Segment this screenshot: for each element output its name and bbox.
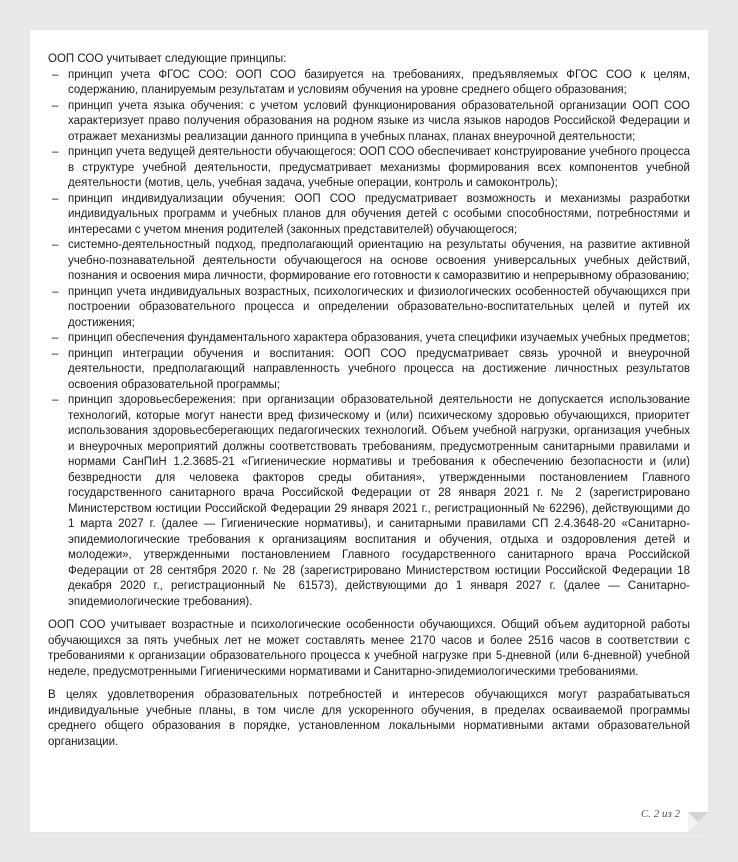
list-item xyxy=(48,331,690,347)
list-item xyxy=(48,68,690,99)
list-item-text: принцип учета ФГОС СОО: ООП СОО базируется на требованиях, предъявляемых ФГОС СОО к целям, содержанию, планируемым результатам и условиям обучения на уровне среднего общего образования; xyxy=(68,68,690,96)
document-body xyxy=(48,52,690,750)
list-item-text: принцип здоровьесбережения: при организации образовательной деятельности не допускается использование технологий, которые могут нанести вред физическому и (или) психическому здоровью обучающихся, приоритет использования здоровьесберегающих педагогических технологий. Объем учебной нагрузки, организация учебных и внеурочных мероприятий должны соответствовать требованиям, предусмотренным санитарными правилами и нормами СанПиН 1.2.3685-21 «Гигиенические нормативы и требования к обеспечению безопасности и (или) безвредности для человека факторов среды обитания», утвержденными постановлением Главного государственного санитарного врача Российской Федерации от 28 января 2021 г. № 2 (зарегистрировано Министерством юстиции Российской Федерации 29 января 2021 г., регистрационный № 62296), действующими до 1 марта 2027 г. (далее — Гигиенические нормативы), и санитарными правилами СП 2.4.3648-20 «Санитарно-эпидемиологические требования к организациям воспитания и обучения, отдыха и оздоровления детей и молодежи», утвержденными постановлением Главного государственного санитарного врача Российской Федерации от 28 сентября 2020 г. № 28 (зарегистрировано Министерством юстиции Российской Федерации 18 декабря 2020 г., регистрационный № 61573), действующими до 1 января 2027 г. (далее — Санитарно-эпидемиологические требования). xyxy=(68,394,690,608)
principles-intro: ООП СОО учитывает следующие принципы: xyxy=(48,53,287,65)
list-item-text: принцип учета индивидуальных возрастных, психологических и физиологических особенностей обучающихся при построении образовательного процесса и определении образовательно-воспитательных целей и путей их достижения; xyxy=(68,285,690,329)
list-item-text: принцип учета ведущей деятельности обучающегося: ООП СОО обеспечивает конструирование учебного процесса в структуре учебной деятельности, предусматривает механизмы формирования всех компонентов учебной деятельности (мотив, цель, учебная задача, учебные операции, контроль и самоконтроль); xyxy=(68,146,690,189)
document-page xyxy=(30,30,708,832)
bullet-dash: – xyxy=(52,285,59,298)
list-item xyxy=(48,145,690,192)
list-item-text: системно-деятельностный подход, предполагающий ориентацию на результаты обучения, на развитие активной учебно-познавательной деятельности обучающегося на основе освоения универсальных учебных действий, познания и освоения мира личности, формирование его готовности к саморазвитию и непрерывному образованию; xyxy=(68,239,690,282)
paragraph-workload: ООП СОО учитывает возрастные и психологические особенности обучающихся. Общий объем аудиторной работы обучающихся за пять учебных лет не может составлять менее 2170 часов и более 2516 часов в соответствии с требованиями к организации образовательного процесса к учебной нагрузке при 5-дневной (или 6-дневной) учебной неделе, предусмотренными Гигиеническими нормативами и Санитарно-эпидемиологическими требованиями. xyxy=(48,619,690,678)
bullet-dash: – xyxy=(52,146,59,158)
bullet-dash: – xyxy=(52,394,59,406)
list-item xyxy=(48,99,690,146)
list-item xyxy=(48,285,690,332)
list-item-text: принцип учета языка обучения: с учетом условий функционирования образовательной организации ООП СОО характеризует право получения образования на родном языке из числа языков народов Российской Федерации и отражает механизмы реализации данного принципа в учебных планах, планах внеурочной деятельности; xyxy=(68,99,690,143)
bullet-dash: – xyxy=(52,239,59,251)
list-item xyxy=(48,238,690,285)
page-curl-shadow xyxy=(688,812,708,832)
paragraph-individual-plans: В целях удовлетворения образовательных потребностей и интересов обучающихся могут разрабатываться индивидуальные учебные планы, в том числе для ускоренного обучения, в пределах осваиваемой программы среднего общего образования в порядке, установленном локальными нормативными актами образовательной организации. xyxy=(48,689,690,748)
list-item xyxy=(48,192,690,239)
list-item-text: принцип индивидуализации обучения: ООП СОО предусматривает возможность и механизмы разработки индивидуальных программ и учебных планов для обучения детей с особыми способностями, потребностями и интересами с учетом мнения родителей (законных представителей) обучающегося; xyxy=(68,192,690,236)
bullet-dash: – xyxy=(52,332,59,344)
principles-list xyxy=(48,68,690,611)
list-item-text: принцип обеспечения фундаментального характера образования, учета специфики изучаемых учебных предметов; xyxy=(68,332,690,344)
list-item xyxy=(48,393,690,610)
list-item xyxy=(48,347,690,394)
bullet-dash: – xyxy=(52,99,59,112)
bullet-dash: – xyxy=(52,347,59,360)
page-number: С. 2 из 2 xyxy=(640,808,680,820)
bullet-dash: – xyxy=(52,68,59,81)
bullet-dash: – xyxy=(52,192,59,205)
list-item-text: принцип интеграции обучения и воспитания: ООП СОО предусматривает связь урочной и внеурочной деятельности, предполагающий направленность учебного процесса на достижение личностных результатов освоения образовательной программы; xyxy=(68,347,690,391)
